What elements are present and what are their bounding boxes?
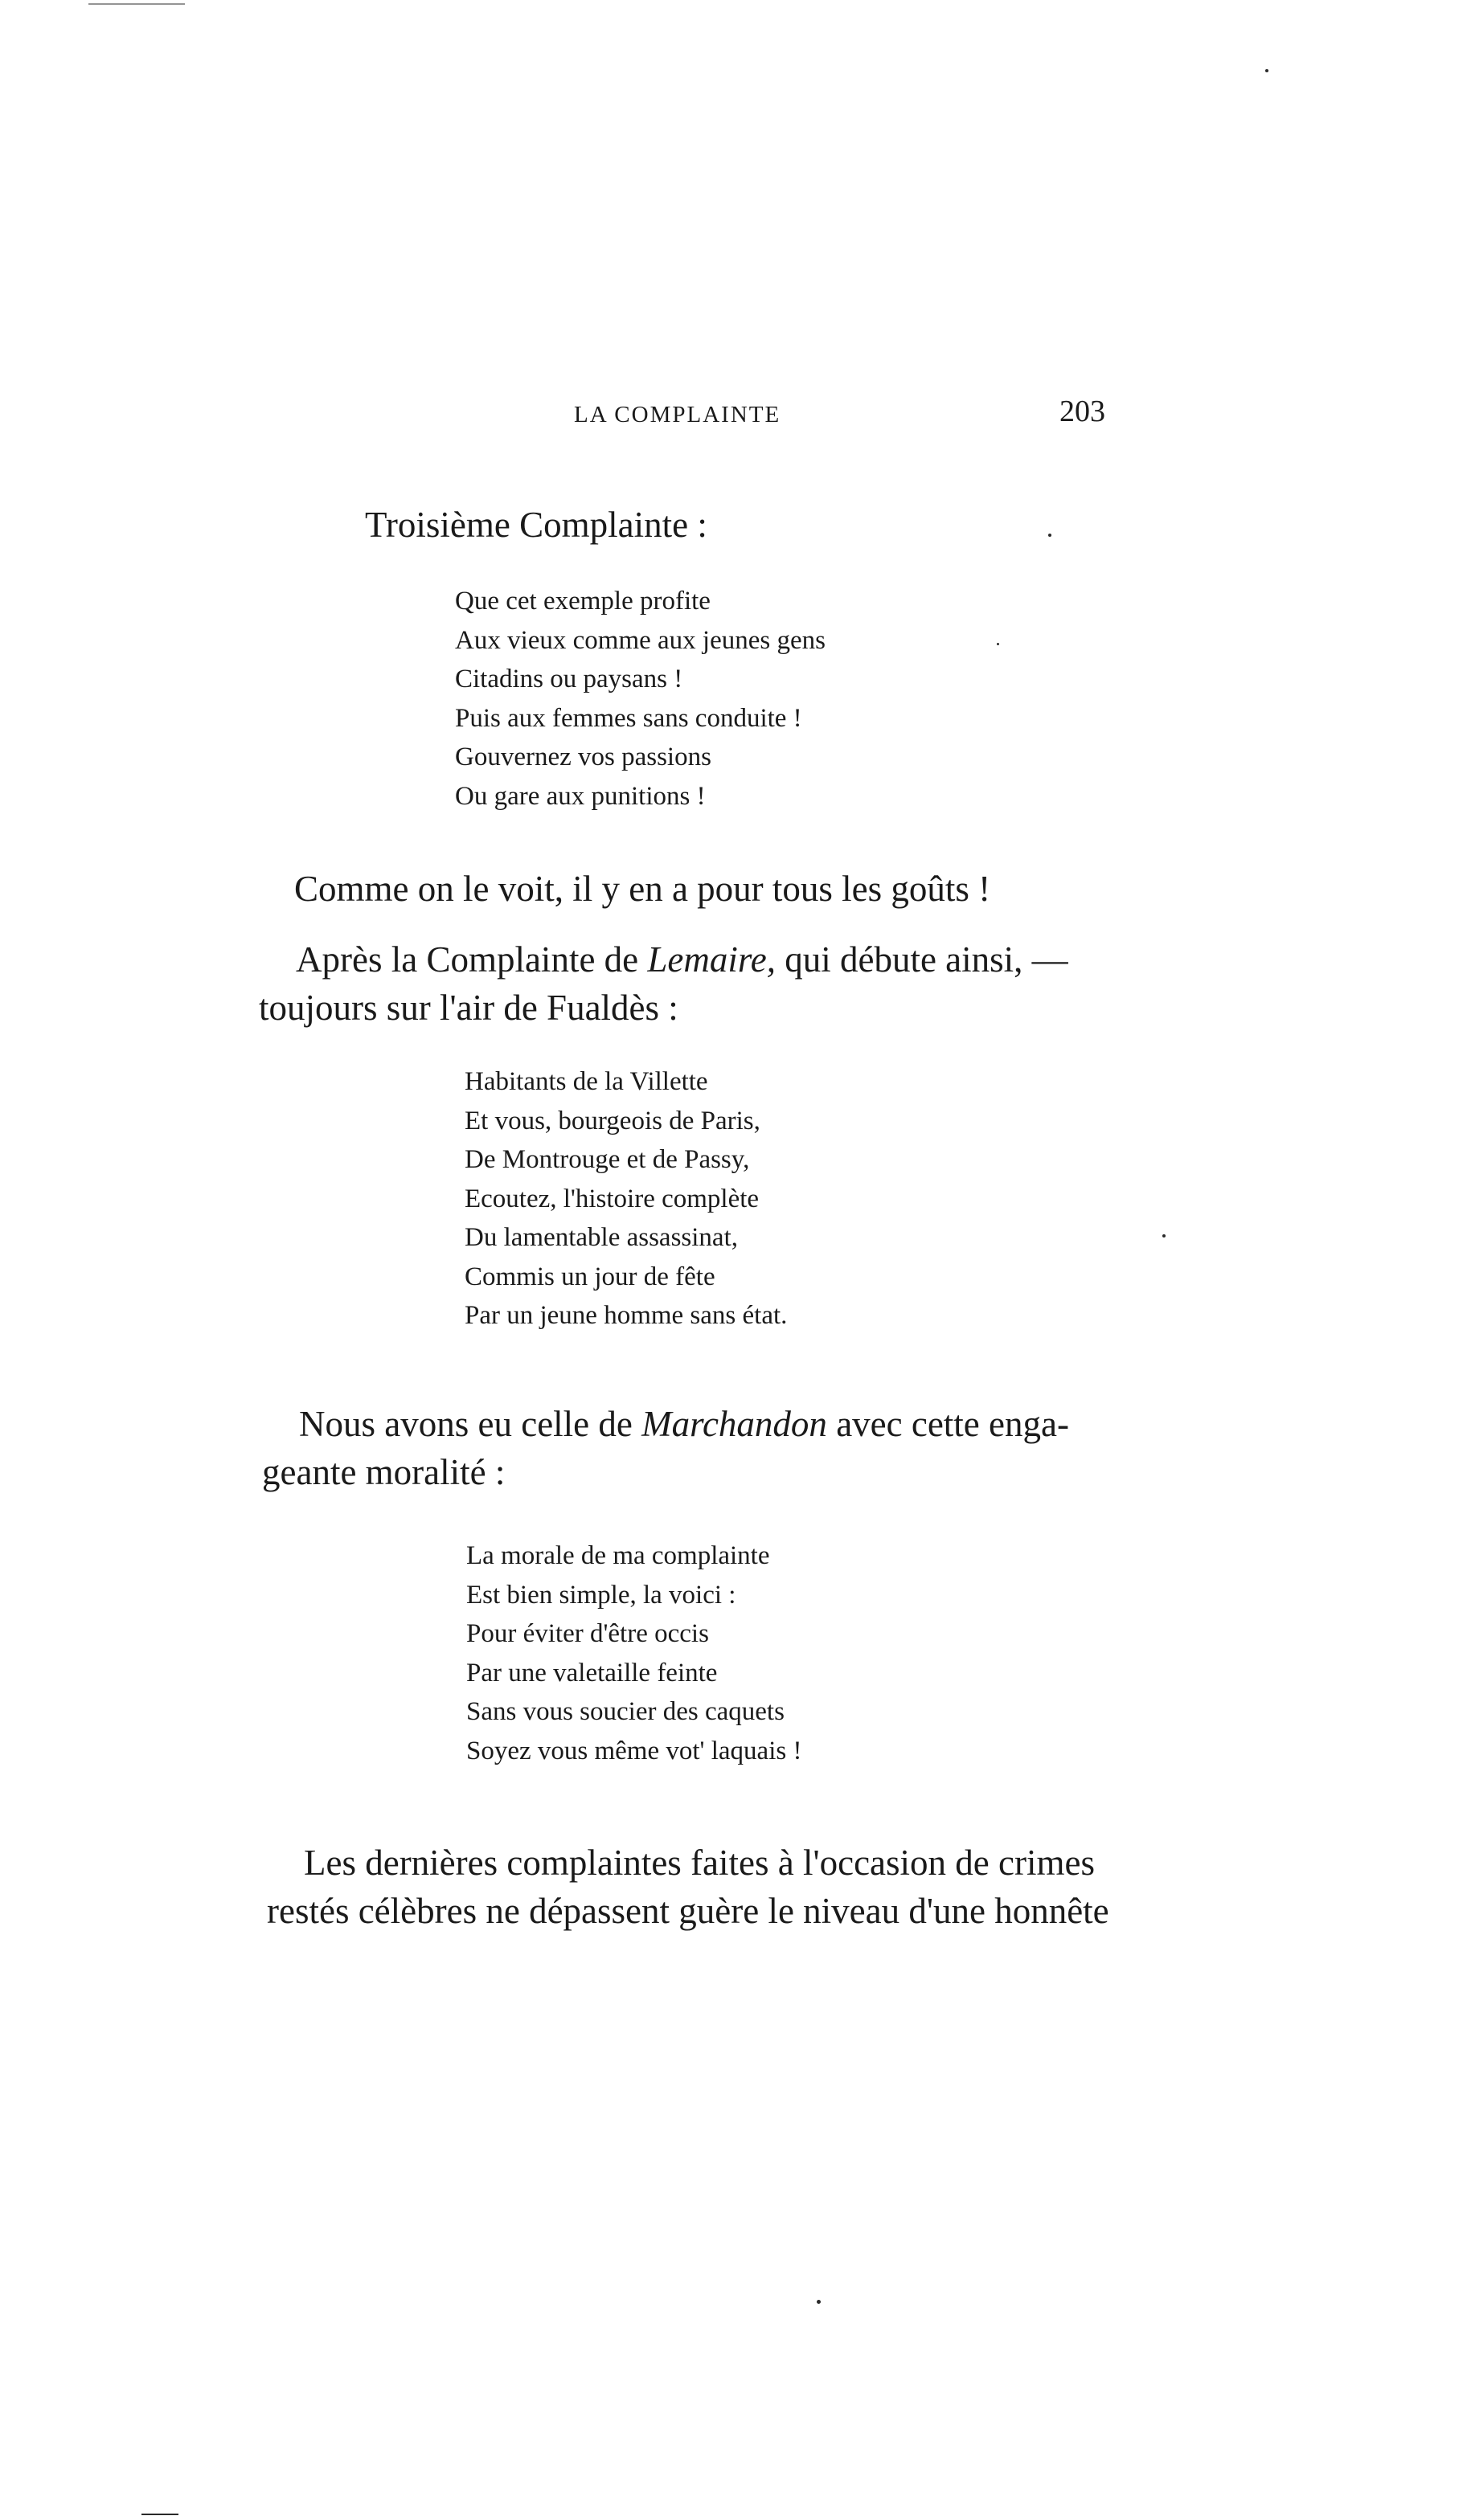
italic-name: Marchandon — [641, 1404, 827, 1444]
verse-line: La morale de ma complainte — [466, 1541, 770, 1570]
paragraph-line: Après la Complainte de Lemaire, qui débute ainsi, — — [296, 939, 1068, 980]
paragraph-line: restés célèbres ne dépassent guère le niveau d'une honnête — [267, 1891, 1109, 1931]
scan-speck — [1048, 534, 1051, 537]
verse-line: Ecoutez, l'histoire complète — [465, 1184, 760, 1213]
verse-line: Citadins ou paysans ! — [455, 665, 683, 693]
italic-name: Lemaire, — [647, 939, 776, 980]
verse-line: Que cet exemple profite — [455, 587, 711, 616]
scan-edge-mark — [88, 3, 185, 5]
paragraph-line: Les dernières complaintes faites à l'occasion de crimes — [304, 1843, 1095, 1883]
scan-speck — [1265, 69, 1268, 72]
verse-block-3 — [466, 1536, 801, 1770]
verse-block-2 — [465, 1062, 787, 1336]
verse-line: Du lamentable assassinat, — [465, 1223, 738, 1252]
paragraph-line: Nous avons eu celle de Marchandon avec cette enga- — [299, 1404, 1069, 1444]
verse-line: Par un jeune homme sans état. — [465, 1301, 788, 1330]
verse-line: Soyez vous même vot' laquais ! — [466, 1736, 802, 1765]
paragraph-line: toujours sur l'air de Fualdès : — [259, 988, 678, 1028]
running-head: LA COMPLAINTE — [574, 402, 781, 428]
verse-line: Puis aux femmes sans conduite ! — [455, 703, 802, 733]
verse-line: Et vous, bourgeois de Paris, — [465, 1106, 760, 1135]
verse-line: Aux vieux comme aux jeunes gens — [455, 625, 826, 655]
verse-line: Est bien simple, la voici : — [466, 1580, 736, 1610]
verse-line: Ou gare aux punitions ! — [455, 781, 706, 811]
verse-line: Gouvernez vos passions — [455, 742, 711, 771]
paragraph-4 — [267, 1839, 1133, 1935]
verse-line: Par une valetaille feinte — [466, 1658, 718, 1688]
verse-line: Commis un jour de fête — [465, 1262, 715, 1291]
paragraph-2 — [259, 935, 1117, 1032]
page-number: 203 — [1059, 395, 1105, 428]
verse-line: De Montrouge et de Passy, — [465, 1145, 750, 1174]
paragraph-line: geante moralité : — [262, 1452, 506, 1492]
verse-line: Pour éviter d'être occis — [466, 1619, 709, 1648]
verse-line: Sans vous soucier des caquets — [466, 1697, 785, 1726]
verse-line: Habitants de la Villette — [465, 1067, 708, 1096]
scan-speck — [817, 2300, 821, 2304]
scan-rule-mark — [141, 2514, 178, 2515]
scan-speck — [997, 643, 999, 645]
paragraph-1: Comme on le voit, il y en a pour tous les goûts ! — [294, 869, 991, 909]
paragraph-3 — [262, 1400, 1117, 1496]
verse-block-1 — [455, 582, 826, 816]
scan-speck — [1162, 1234, 1166, 1238]
section-label: Troisième Complainte : — [365, 505, 707, 545]
